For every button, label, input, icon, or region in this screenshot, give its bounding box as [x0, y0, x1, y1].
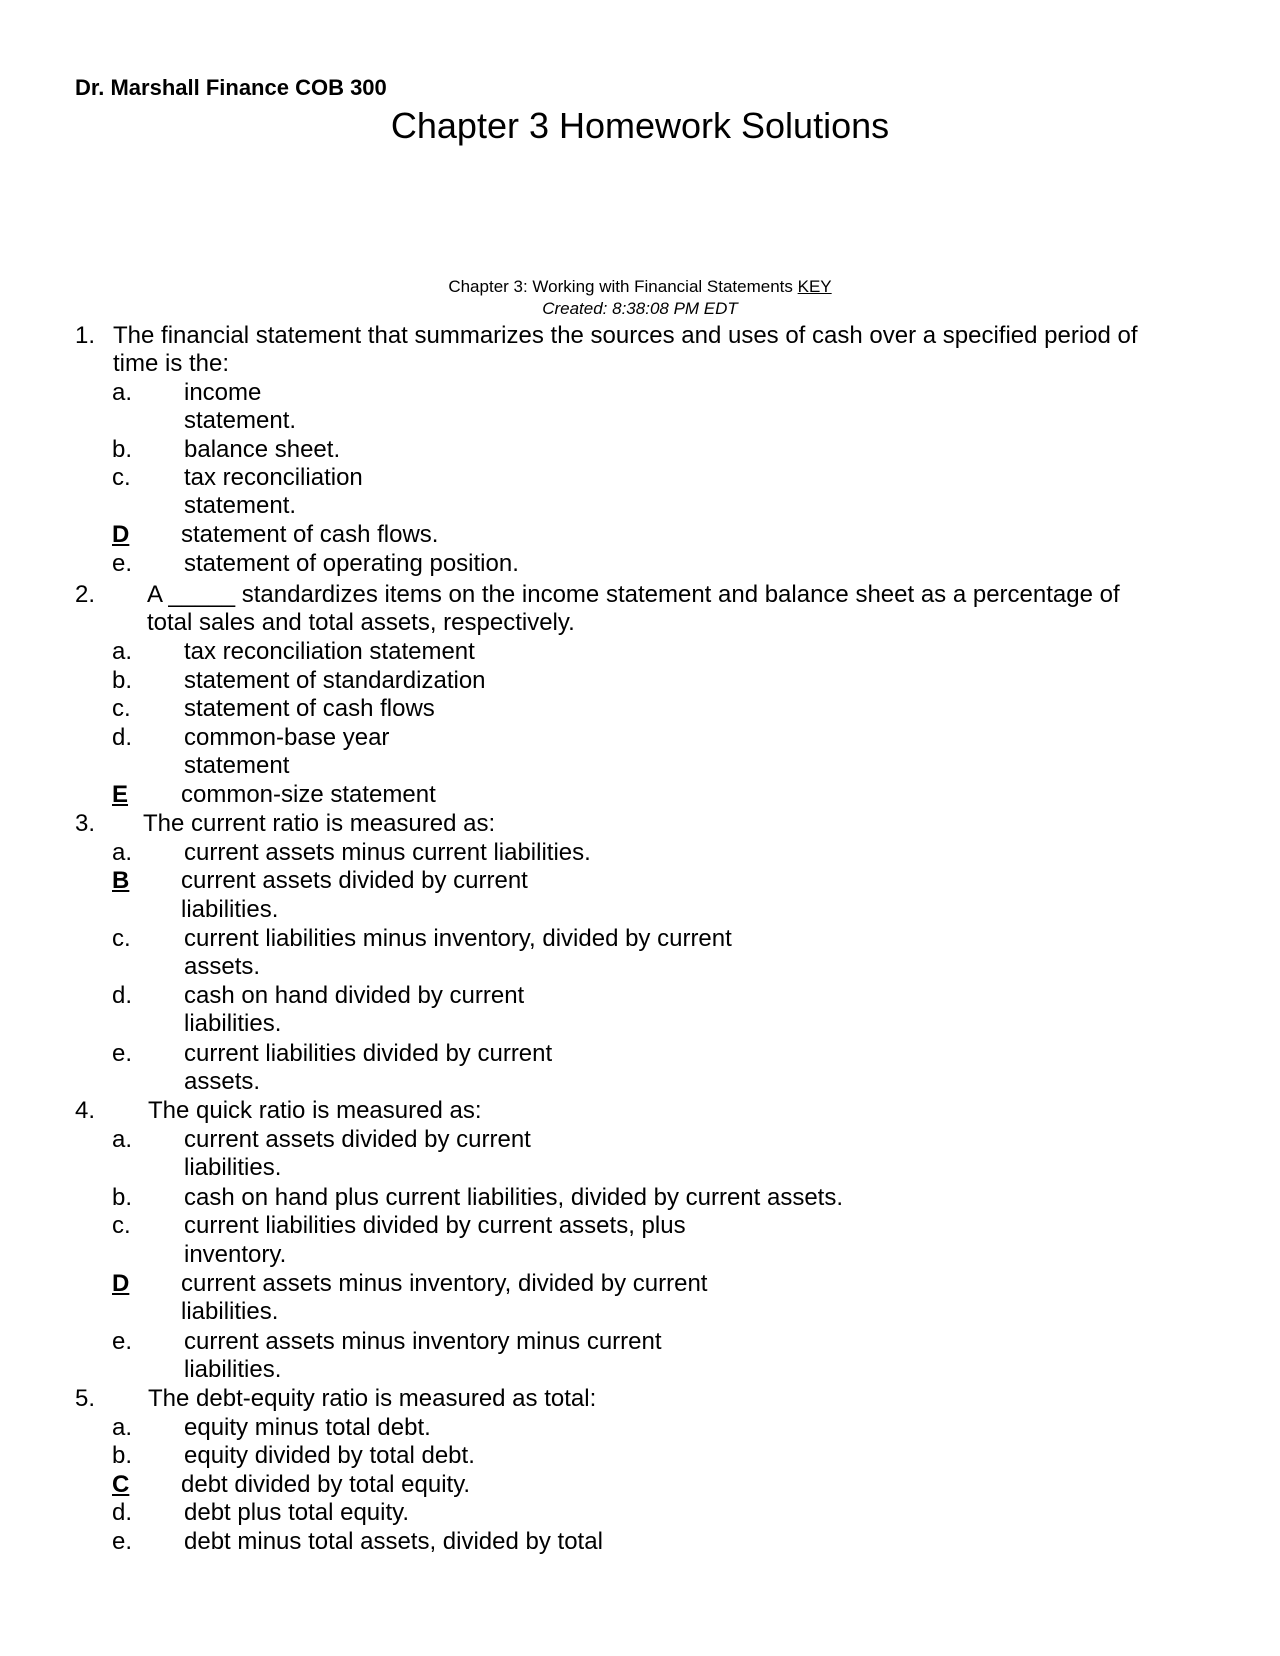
- option-marker: d.: [112, 724, 133, 751]
- key-label: KEY: [797, 277, 832, 296]
- option-marker: d.: [112, 982, 133, 1009]
- option-text: debt minus total assets, divided by total: [184, 1528, 603, 1555]
- subtitle-text: Chapter 3: Working with Financial Statements: [448, 277, 798, 296]
- answer-marker: C: [112, 1471, 130, 1498]
- option-text: liabilities.: [184, 1010, 282, 1037]
- question-text: time is the:: [113, 350, 230, 377]
- question-number: 3.: [75, 810, 96, 837]
- option-text: equity minus total debt.: [184, 1414, 431, 1441]
- option-marker: b.: [112, 1184, 133, 1211]
- option-text: statement.: [184, 407, 297, 434]
- option-text: statement of operating position.: [184, 550, 519, 577]
- option-marker: a.: [112, 839, 133, 866]
- question-text: The quick ratio is measured as:: [148, 1097, 482, 1124]
- option-text: cash on hand divided by current: [184, 982, 525, 1009]
- option-marker: a.: [112, 379, 133, 406]
- correct-option-text: common-size statement: [181, 781, 436, 808]
- created-timestamp: Created: 8:38:08 PM EDT: [542, 299, 738, 318]
- option-text: current liabilities divided by current: [184, 1040, 553, 1067]
- question-text: total sales and total assets, respectively.: [147, 609, 575, 636]
- option-text: debt plus total equity.: [184, 1499, 410, 1526]
- option-text: cash on hand plus current liabilities, divided by current assets.: [184, 1184, 844, 1211]
- answer-marker: D: [112, 521, 130, 548]
- option-marker: c.: [112, 925, 131, 952]
- question-number: 1.: [75, 322, 96, 349]
- question-number: 5.: [75, 1385, 96, 1412]
- option-marker: e.: [112, 1328, 133, 1355]
- option-text: assets.: [184, 953, 261, 980]
- option-text: statement of cash flows: [184, 695, 435, 722]
- chapter-subtitle: [0, 276, 1280, 298]
- option-marker: e.: [112, 1528, 133, 1555]
- correct-option-text: liabilities.: [181, 896, 279, 923]
- answer-marker: B: [112, 867, 130, 894]
- question-text: The current ratio is measured as:: [143, 810, 496, 837]
- option-marker: e.: [112, 1040, 133, 1067]
- question-number: 4.: [75, 1097, 96, 1124]
- correct-option-text: liabilities.: [181, 1298, 279, 1325]
- option-marker: b.: [112, 667, 133, 694]
- option-text: equity divided by total debt.: [184, 1442, 475, 1469]
- option-marker: d.: [112, 1499, 133, 1526]
- correct-option-text: current assets minus inventory, divided by current: [181, 1270, 708, 1297]
- correct-option-text: debt divided by total equity.: [181, 1471, 471, 1498]
- option-text: liabilities.: [184, 1356, 282, 1383]
- option-marker: b.: [112, 436, 133, 463]
- option-text: statement: [184, 752, 290, 779]
- answer-marker: D: [112, 1270, 130, 1297]
- option-text: common-base year: [184, 724, 390, 751]
- option-text: income: [184, 379, 262, 406]
- option-text: statement.: [184, 492, 297, 519]
- option-text: balance sheet.: [184, 436, 341, 463]
- option-marker: c.: [112, 464, 131, 491]
- option-marker: c.: [112, 695, 131, 722]
- correct-option-text: current assets divided by current: [181, 867, 528, 894]
- option-marker: c.: [112, 1212, 131, 1239]
- option-text: statement of standardization: [184, 667, 486, 694]
- option-text: tax reconciliation statement: [184, 638, 475, 665]
- option-text: current liabilities divided by current assets, plus: [184, 1212, 686, 1239]
- answer-marker: E: [112, 781, 129, 808]
- option-marker: a.: [112, 1126, 133, 1153]
- question-text: The debt-equity ratio is measured as total:: [148, 1385, 597, 1412]
- correct-option-text: statement of cash flows.: [181, 521, 439, 548]
- option-text: assets.: [184, 1068, 261, 1095]
- question-text: A _____ standardizes items on the income statement and balance sheet as a percentage of: [147, 581, 1120, 608]
- option-text: inventory.: [184, 1241, 287, 1268]
- question-text: The financial statement that summarizes the sources and uses of cash over a specified period of: [113, 322, 1138, 349]
- option-text: current assets minus current liabilities.: [184, 839, 591, 866]
- option-marker: a.: [112, 638, 133, 665]
- question-number: 2.: [75, 581, 96, 608]
- option-marker: b.: [112, 1442, 133, 1469]
- option-marker: e.: [112, 550, 133, 577]
- option-text: liabilities.: [184, 1154, 282, 1181]
- course-header: Dr. Marshall Finance COB 300: [75, 75, 387, 100]
- option-text: tax reconciliation: [184, 464, 363, 491]
- option-marker: a.: [112, 1414, 133, 1441]
- option-text: current liabilities minus inventory, divided by current: [184, 925, 732, 952]
- option-text: current assets divided by current: [184, 1126, 531, 1153]
- option-text: current assets minus inventory minus current: [184, 1328, 662, 1355]
- page-title: Chapter 3 Homework Solutions: [390, 105, 890, 146]
